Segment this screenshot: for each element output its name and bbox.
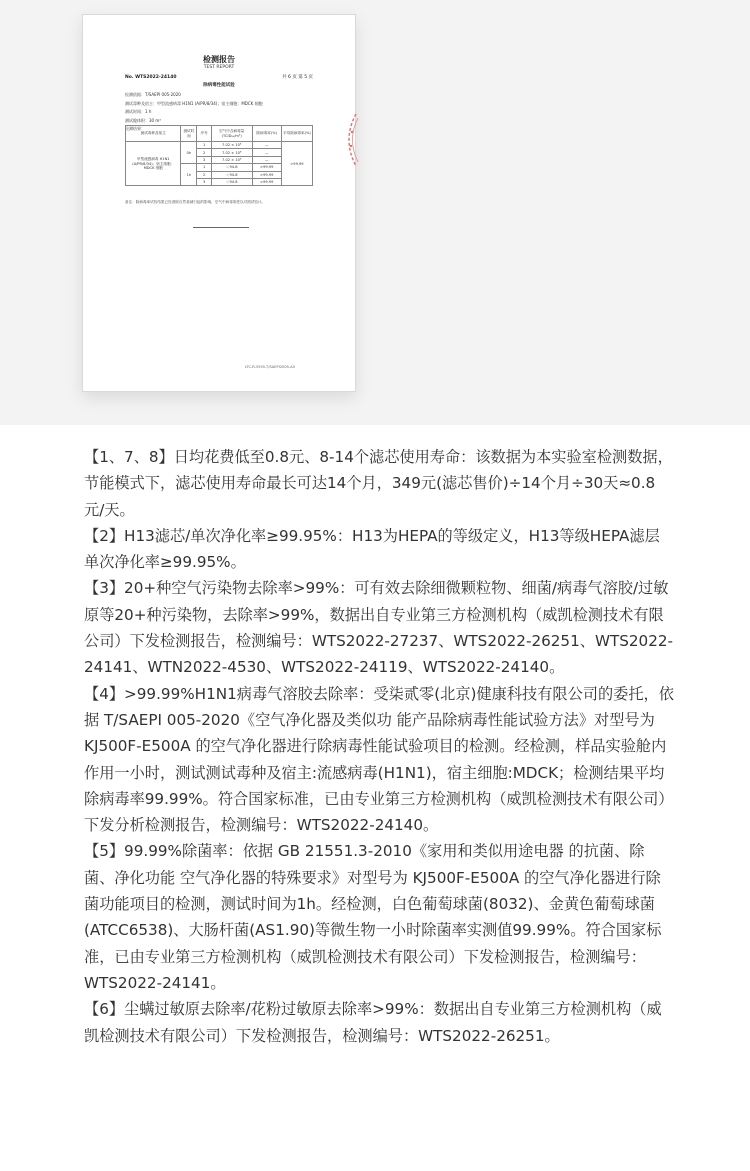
table-header: 空气中含病毒量(TCID₅₀/m³)	[211, 126, 252, 142]
table-header: 除病毒率(%)	[252, 126, 281, 142]
seq-cell: 1	[197, 142, 211, 149]
report-frame	[82, 14, 356, 392]
report-number: No. WTS2022-24140	[125, 75, 177, 80]
table-header: 平均除病毒率(%)	[281, 126, 312, 142]
table-header: 测试时间	[181, 126, 197, 142]
report-hero	[0, 0, 750, 425]
report-divider	[193, 227, 249, 228]
note-paragraph-5: 【5】99.99%除菌率：依据 GB 21551.3-2010《家用和类似用途电器 的抗菌、除菌、净化功能 空气净化器的特殊要求》对型号为 KJ500F-E500A 的空气净化器进行除 菌功能项目的检测，测试时间为1h。经检测，白色葡萄球菌(8032)、金黄色葡萄球菌(ATCC6538)、大肠杆菌(AS1.90)等微生物一小时除菌率实测值99.99%。符合国家标准，已由专业第三方检测机构（威凯检测技术有限公司）下发检测报告，检测编号：WTS2022-24141。	[84, 842, 707, 992]
value-cell: ＜94.8	[211, 171, 252, 178]
table-header: 序号	[197, 126, 211, 142]
test-report-page	[95, 25, 343, 381]
rate-cell: —	[252, 156, 281, 163]
report-info-line: 检测依据：T/SAEPI 005-2020	[125, 92, 181, 97]
seq-cell: 2	[197, 149, 211, 156]
time-cell: 0h	[181, 142, 197, 164]
table-row	[126, 142, 313, 149]
note-paragraph-3: 【3】20+种空气污染物去除率>99%：可有效去除细微颗粒物、细菌/病毒气溶胶/过敏原等20+种污染物，去除率>99%，数据出自专业第三方检测机构（威凯检测技术有限公司）下发检测报告，检测编号：WTS2022-27237、WTS2022-26251、WTS2022-24141、WTN2022-4530、WTS2022-24119、WTS2022-24140。	[84, 579, 674, 677]
seq-cell: 3	[197, 156, 211, 163]
table-header: 测试毒种及宿主	[126, 126, 181, 142]
time-cell: 1h	[181, 164, 197, 186]
note-paragraph-6: 【6】尘螨过敏原去除率/花粉过敏原去除率>99%：数据出自专业第三方检测机构（威凯检测技术有限公司）下发检测报告，检测编号：WTS2022-26251。	[84, 1000, 662, 1045]
report-table	[125, 125, 313, 186]
report-section-title: 除病毒性能试验	[203, 83, 235, 88]
report-title: 检测报告	[203, 55, 235, 64]
value-cell: 7.02 × 10⁶	[211, 156, 252, 163]
report-info-line: 测试舱体积：30 m³	[125, 117, 161, 123]
avg-rate-cell: >99.99	[281, 142, 312, 186]
note-paragraph-4: 【4】>99.99%H1N1病毒气溶胶去除率：受柒贰零(北京)健康科技有限公司的委托，依据 T/SAEPI 005-2020《空气净化器及类似功 能产品除病毒性能试验方法》对型号为 KJ500F-E500A 的空气净化器进行除病毒性能试验项目的检测。经检测，样品实验舱内作用一小时，测试测试毒种及宿主:流感病毒(H1N1)，宿主细胞:MDCK；检测结果平均除病毒率99.99%。符合国家标准，已由专业第三方检测机构（威凯检测技术有限公司）下发分析检测报告，检测编号：WTS2022-24140。	[84, 684, 674, 835]
table-header-row	[126, 126, 313, 142]
value-cell: ＜94.8	[211, 164, 252, 171]
seq-cell: 1	[197, 164, 211, 171]
note-paragraph-2: 【2】H13滤芯/单次净化率≥99.95%：H13为HEPA的等级定义，H13等级HEPA滤层单次净化率≥99.95%。	[84, 526, 660, 572]
rate-cell: —	[252, 142, 281, 149]
report-page-count: 共 6 页 第 5 页	[282, 75, 313, 80]
seq-cell: 3	[197, 178, 211, 185]
value-cell: 7.02 × 10⁶	[211, 149, 252, 156]
host-cell: 甲型流感病毒 H1N1 (A/PR/8/34)；宿主细胞：MDCK 细胞	[126, 142, 181, 186]
report-info-line: 测试时间：1 h	[125, 109, 152, 114]
rate-cell: >99.99	[252, 178, 281, 185]
seq-cell: 2	[197, 171, 211, 178]
report-footer-code: LTC-R-5555-T/SAEPI2005-A0	[245, 365, 295, 369]
disclaimer-text	[84, 444, 707, 1049]
rate-cell: >99.99	[252, 164, 281, 171]
value-cell: 7.02 × 10⁶	[211, 142, 252, 149]
report-info-line: 检测结果：	[125, 126, 145, 131]
report-note: 备注：除病毒率试验结果已经消除自然衰减引起的影响，空气中病毒浓度以对照试验计。	[125, 200, 266, 204]
rate-cell: >99.99	[252, 171, 281, 178]
red-seal-stamp-icon	[336, 110, 360, 170]
note-paragraph-1: 【1、7、8】日均花费低至0.8元、8-14个滤芯使用寿命：该数据为本实验室检测数据，节能模式下，滤芯使用寿命最长可达14个月，349元(滤芯售价)÷14个月÷30天≈0.8元/天。	[84, 448, 673, 519]
report-subtitle: TEST REPORT	[203, 65, 235, 70]
report-info-line: 测试毒种及宿主：甲型流感病毒 H1N1 (A/PR/8/34)；宿主细胞：MDCK 细胞	[125, 100, 263, 106]
rate-cell: —	[252, 149, 281, 156]
value-cell: ＜94.8	[211, 178, 252, 185]
